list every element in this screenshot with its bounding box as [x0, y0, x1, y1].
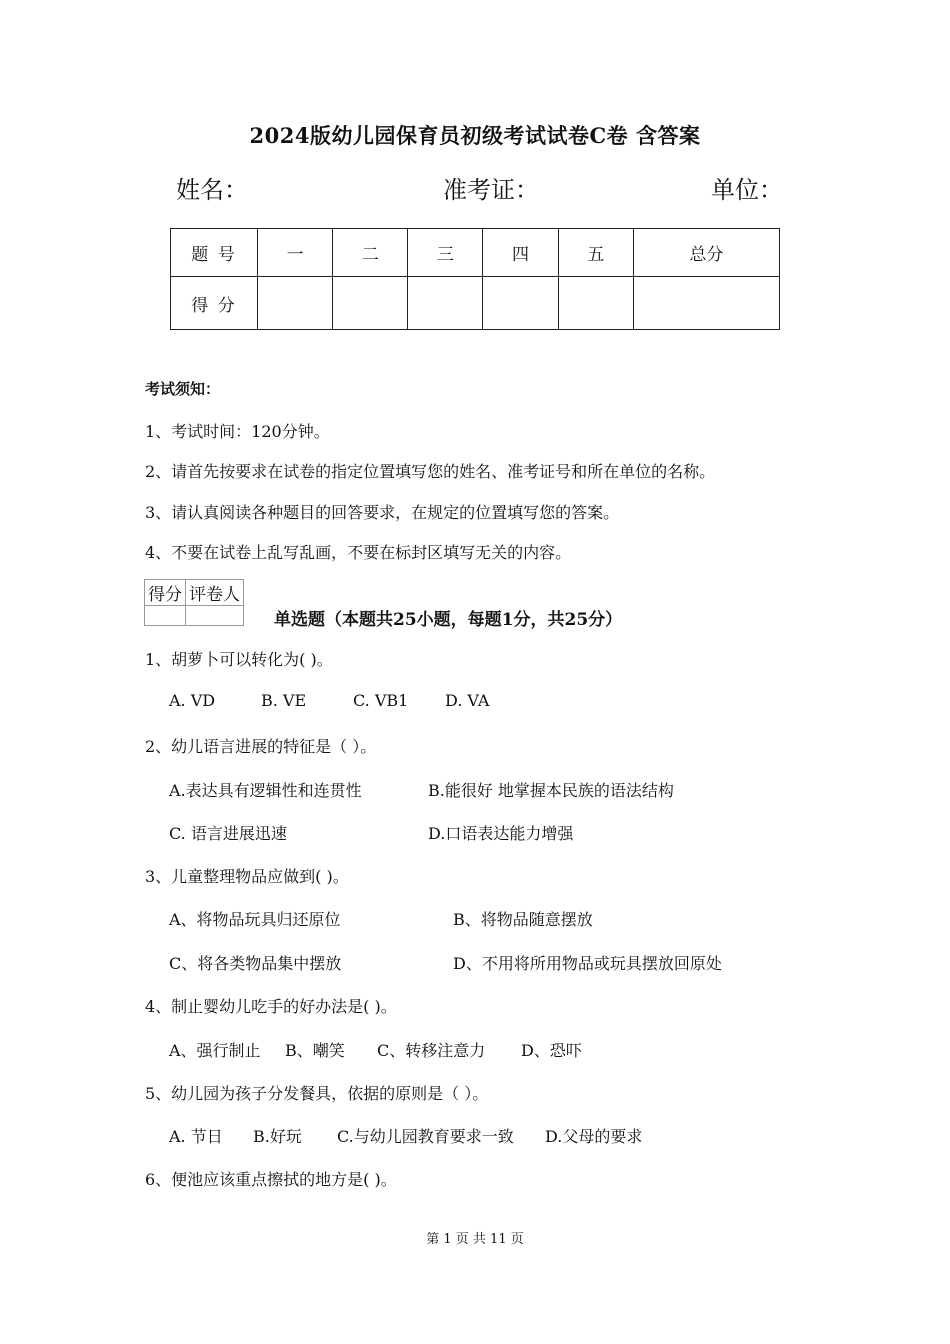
question-option: D.口语表达能力增强 [428, 824, 574, 843]
name-field-label: 姓名： [176, 176, 248, 204]
score-entry-cell[interactable] [258, 277, 333, 330]
score-table-cell: 五 [558, 229, 633, 277]
score-table-cell: 总分 [633, 229, 779, 277]
score-table-cell: 得 分 [171, 277, 258, 330]
grader-box [144, 579, 244, 626]
grader-score-cell[interactable] [145, 606, 186, 626]
question-stem: 5、幼儿园为孩子分发餐具，依据的原则是（ ）。 [145, 1084, 489, 1103]
question-option: A、将物品玩具归还原位 [169, 910, 341, 929]
score-table [170, 228, 780, 330]
question-option: B、将物品随意摆放 [453, 910, 593, 929]
grader-name-cell[interactable] [186, 606, 244, 626]
score-table-score-row [171, 277, 780, 330]
question-option: A. 节日 [169, 1127, 223, 1146]
question-option: D、不用将所用物品或玩具摆放回原处 [453, 954, 722, 973]
question-option: B.能很好 地掌握本民族的语法结构 [428, 781, 674, 800]
question-option: C、转移注意力 [377, 1041, 486, 1060]
question-option: C. VB1 [353, 691, 409, 710]
question-option: A. VD [169, 691, 216, 710]
section-title: 单选题（本题共25小题，每题1分，共25分） [274, 610, 623, 630]
question-stem: 3、儿童整理物品应做到( )。 [145, 867, 349, 886]
notice-title: 考试须知： [145, 380, 221, 398]
notice-item: 1、考试时间：120分钟。 [145, 422, 330, 441]
notice-item: 4、不要在试卷上乱写乱画，不要在标封区填写无关的内容。 [145, 543, 572, 562]
question-option: C. 语言进展迅速 [169, 824, 287, 843]
score-entry-cell[interactable] [483, 277, 558, 330]
grader-score-label: 得分 [145, 580, 186, 606]
page-footer: 第 1 页 共 11 页 [426, 1232, 524, 1247]
question-option: B. VE [261, 691, 307, 710]
score-entry-cell[interactable] [558, 277, 633, 330]
document-title: 2024版幼儿园保育员初级考试试卷C卷 含答案 [249, 123, 701, 148]
question-option: B.好玩 [253, 1127, 302, 1146]
question-stem: 4、制止婴幼儿吃手的好办法是( )。 [145, 997, 397, 1016]
question-option: D. VA [445, 691, 490, 710]
score-entry-cell[interactable] [333, 277, 408, 330]
question-stem: 1、胡萝卜可以转化为( )。 [145, 650, 333, 669]
grader-name-label: 评卷人 [186, 580, 244, 606]
score-table-cell: 一 [258, 229, 333, 277]
question-option: A、强行制止 [169, 1041, 261, 1060]
score-entry-cell[interactable] [633, 277, 779, 330]
score-table-cell: 四 [483, 229, 558, 277]
question-stem: 2、幼儿语言进展的特征是（ ）。 [145, 737, 377, 756]
question-option: D.父母的要求 [545, 1127, 643, 1146]
notice-item: 2、请首先按要求在试卷的指定位置填写您的姓名、准考证号和所在单位的名称。 [145, 462, 716, 481]
score-table-header-row [171, 229, 780, 277]
question-option: C、将各类物品集中摆放 [169, 954, 342, 973]
question-option: B、嘲笑 [285, 1041, 345, 1060]
score-table-cell: 题 号 [171, 229, 258, 277]
question-option: C.与幼儿园教育要求一致 [337, 1127, 514, 1146]
question-stem: 6、便池应该重点擦拭的地方是( )。 [145, 1170, 397, 1189]
ticket-field-label: 准考证： [443, 176, 539, 204]
score-entry-cell[interactable] [408, 277, 483, 330]
score-table-cell: 二 [333, 229, 408, 277]
question-option: A.表达具有逻辑性和连贯性 [169, 781, 362, 800]
score-table-cell: 三 [408, 229, 483, 277]
notice-item: 3、请认真阅读各种题目的回答要求，在规定的位置填写您的答案。 [145, 503, 620, 522]
unit-field-label: 单位： [711, 176, 783, 204]
question-option: D、恐吓 [521, 1041, 582, 1060]
